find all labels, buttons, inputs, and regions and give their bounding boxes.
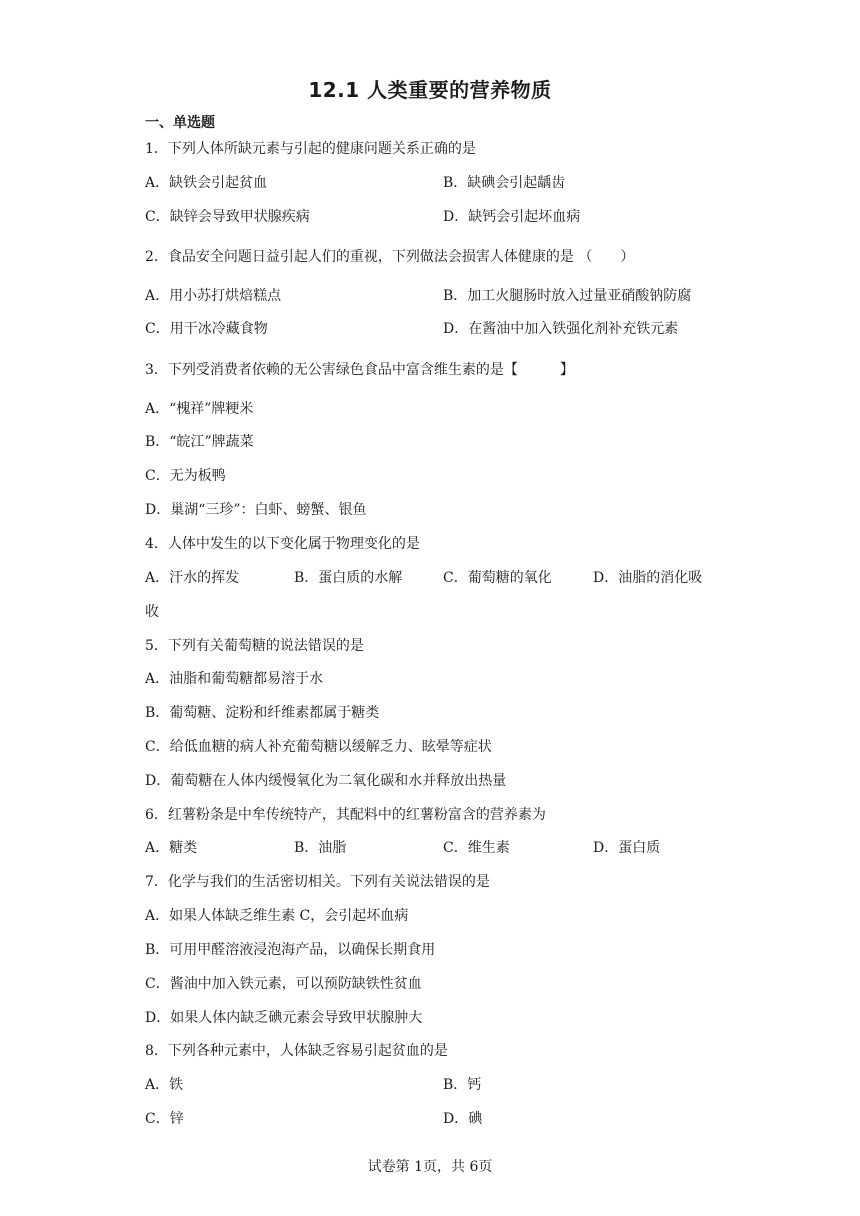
option-a: A．“槐祥”牌粳米 <box>145 401 254 417</box>
option-a: A．油脂和葡萄糖都易溶于水 <box>145 671 324 687</box>
option-c: C．锌 <box>145 1111 184 1127</box>
option-b: B．油脂 <box>294 840 347 856</box>
option-c: C．缺锌会导致甲状腺疾病 <box>145 209 310 225</box>
option-c: C．酱油中加入铁元素，可以预防缺铁性贫血 <box>145 976 422 992</box>
option-b: B．缺碘会引起龋齿 <box>443 175 566 191</box>
question-stem: 1．下列人体所缺元素与引起的健康问题关系正确的是 <box>145 141 476 157</box>
option-a: A．缺铁会引起贫血 <box>145 175 268 191</box>
question-stem: 4．人体中发生的以下变化属于物理变化的是 <box>145 536 420 552</box>
option-a: A．如果人体缺乏维生素 C，会引起坏血病 <box>145 908 409 924</box>
option-d: D．在酱油中加入铁强化剂补充铁元素 <box>443 321 679 337</box>
question-stem: 7．化学与我们的生活密切相关。下列有关说法错误的是 <box>145 874 490 890</box>
question-stem: 2．食品安全问题日益引起人们的重视，下列做法会损害人体健康的是 （ ） <box>145 249 635 265</box>
option-c: C．给低血糖的病人补充葡萄糖以缓解乏力、眩晕等症状 <box>145 739 492 755</box>
option-d: D．葡萄糖在人体内缓慢氧化为二氧化碳和水并释放出热量 <box>145 773 507 789</box>
option-c: C．葡萄糖的氧化 <box>443 570 552 586</box>
option-c: C．用干冰冷藏食物 <box>145 321 268 337</box>
option-d: D．巢湖“三珍”：白虾、螃蟹、银鱼 <box>145 502 367 518</box>
option-b: B．可用甲醛溶液浸泡海产品，以确保长期食用 <box>145 942 436 958</box>
option-b: B．葡萄糖、淀粉和纤维素都属于糖类 <box>145 705 380 721</box>
option-d: D．缺钙会引起坏血病 <box>443 209 581 225</box>
page-footer: 试卷第 1页，共 6页 <box>367 1159 493 1175</box>
question-stem: 8．下列各种元素中，人体缺乏容易引起贫血的是 <box>145 1043 448 1059</box>
option-a: A．糖类 <box>145 840 198 856</box>
section-heading: 一、单选题 <box>145 115 215 131</box>
question-stem: 5．下列有关葡萄糖的说法错误的是 <box>145 638 364 654</box>
option-b: B．钙 <box>443 1077 482 1093</box>
option-b: B．蛋白质的水解 <box>294 570 403 586</box>
option-d-continued: 收 <box>145 604 159 620</box>
option-a: A．汗水的挥发 <box>145 570 240 586</box>
option-a: A．用小苏打烘焙糕点 <box>145 288 282 304</box>
option-b: B．“皖江”牌蔬菜 <box>145 434 254 450</box>
option-c: C．无为板鸭 <box>145 468 226 484</box>
option-d: D．蛋白质 <box>593 840 661 856</box>
question-stem: 3．下列受消费者依赖的无公害绿色食品中富含维生素的是【 】 <box>145 362 574 378</box>
option-d: D．碘 <box>443 1111 483 1127</box>
option-a: A．铁 <box>145 1077 184 1093</box>
option-c: C．维生素 <box>443 840 510 856</box>
option-d: D．如果人体内缺乏碘元素会导致甲状腺肿大 <box>145 1010 423 1026</box>
question-stem: 6．红薯粉条是中牟传统特产，其配料中的红薯粉富含的营养素为 <box>145 807 546 823</box>
option-d: D．油脂的消化吸 <box>593 570 703 586</box>
page-title: 12.1 人类重要的营养物质 <box>308 78 552 102</box>
option-b: B．加工火腿肠时放入过量亚硝酸钠防腐 <box>443 288 692 304</box>
